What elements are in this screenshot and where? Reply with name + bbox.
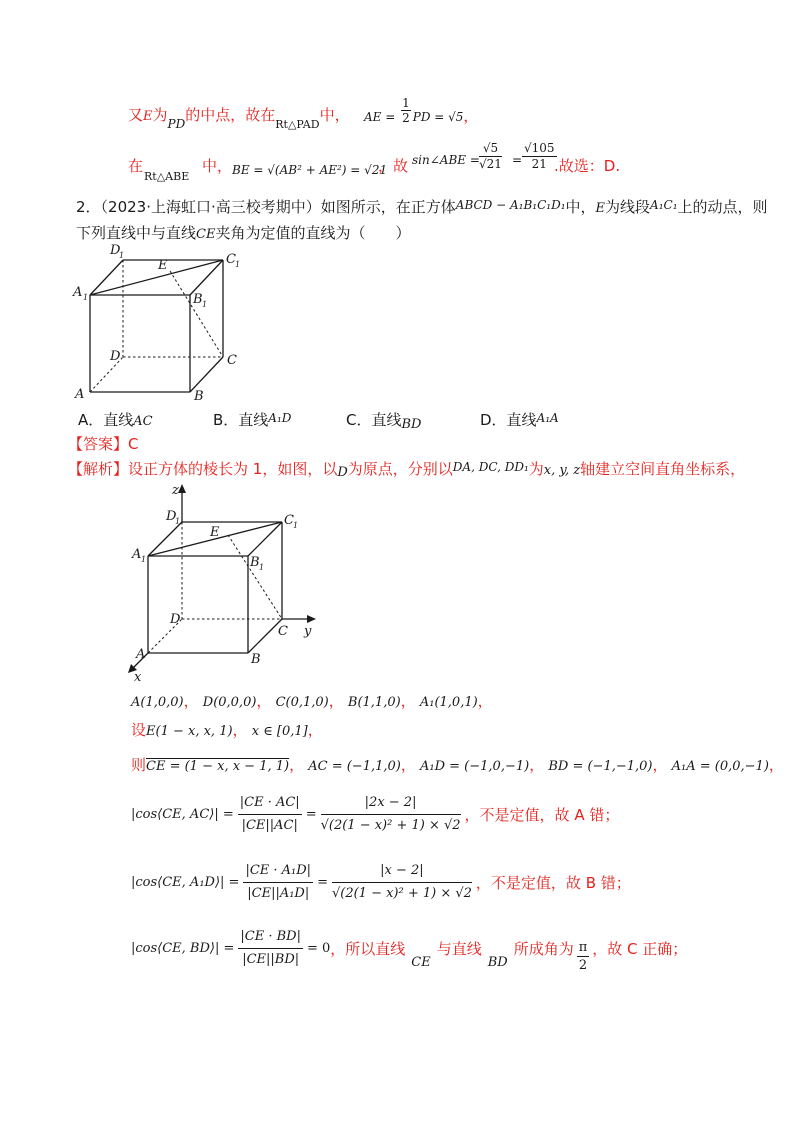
text: 上的动点，则 xyxy=(677,198,768,216)
edge-b1c1 xyxy=(248,522,282,556)
hidden-ec xyxy=(228,535,282,619)
option-math: AC xyxy=(133,414,153,429)
denominator: 21 xyxy=(531,157,547,171)
fraction-mid xyxy=(238,792,302,837)
fraction-half xyxy=(401,96,411,125)
label-d1: D xyxy=(110,243,121,258)
label-b1: B xyxy=(193,292,203,307)
edge-bc xyxy=(190,357,223,392)
denominator: √(2(1 − x)² + 1) × √2 xyxy=(320,817,461,833)
vector-ac: AC = (−1,1,0) xyxy=(308,759,401,774)
math-ce: CE xyxy=(196,227,216,242)
fraction-mid xyxy=(243,860,313,905)
text: 则 xyxy=(131,756,147,774)
vector-a1d: A₁D = (−1,0,−1) xyxy=(420,759,530,774)
math-e-point: E(1 − x, x, 1) xyxy=(146,724,233,739)
label-e: E xyxy=(158,258,168,273)
label-a: A xyxy=(136,647,146,662)
denominator: |CE||BD| xyxy=(242,951,300,967)
math-pd-eq: PD = √5 xyxy=(412,110,464,124)
label-a1: A xyxy=(73,285,83,300)
edge-bc xyxy=(248,619,282,653)
math-axes: DA, DC, DD₁ xyxy=(452,460,529,474)
math-seg: A₁C₁ xyxy=(650,198,678,212)
text: 为原点，分别以 xyxy=(347,460,453,478)
text: 为线段 xyxy=(605,198,651,216)
math-ae: AE = xyxy=(364,110,400,124)
text: 夹角为定值的直线为（ ） xyxy=(215,224,411,242)
formula-conclusion: ，故 C 正确； xyxy=(592,939,688,958)
subscript: 1 xyxy=(202,300,208,309)
math-range: x ∈ [0,1] xyxy=(251,724,308,739)
denominator: 2 xyxy=(578,957,588,973)
numerator: |x − 2| xyxy=(332,860,472,883)
separator: ， xyxy=(477,692,493,710)
math-triangle: Rt△PAD xyxy=(275,118,320,131)
text: ，所以直线 xyxy=(330,939,406,958)
label-d: D xyxy=(170,612,181,627)
point-b: B(1,1,0) xyxy=(347,695,401,710)
text: 下列直线中与直线 xyxy=(76,224,197,242)
text: ，故 xyxy=(378,157,409,175)
answer-tag: 【答案】 xyxy=(68,435,129,453)
equals-zero: = 0 xyxy=(306,940,331,956)
vector-ce: CE = (1 − x, x − 1, 1) xyxy=(146,759,290,774)
label-y: y xyxy=(304,624,312,639)
math-e: E xyxy=(595,201,606,216)
separator: ， xyxy=(400,756,416,774)
formula-lhs: |cos⟨CE, A₁D⟩| = xyxy=(131,874,240,890)
option-math: A₁D xyxy=(268,411,292,425)
formula-conclusion: ，不是定值，故 A 错； xyxy=(464,805,620,824)
denominator: √(2(1 − x)² + 1) × √2 xyxy=(331,885,472,901)
label-x: x xyxy=(134,670,142,683)
text: 中， xyxy=(565,198,596,216)
vector-a1a: A₁A = (0,0,−1) xyxy=(671,759,769,774)
question-line-1 xyxy=(76,196,768,217)
sin-lhs: sin∠ABE = xyxy=(412,153,480,167)
option-label: C．直线 xyxy=(346,411,402,429)
label-c: C xyxy=(278,624,288,639)
subscript: 1 xyxy=(175,517,181,526)
formula-lhs: |cos⟨CE, AC⟩| = xyxy=(131,806,234,822)
equals: = xyxy=(317,874,328,890)
option-c[interactable] xyxy=(346,409,421,430)
text: 设 xyxy=(131,721,147,739)
text: 如图所示，在正方体 xyxy=(320,198,456,216)
text: 与直线 xyxy=(436,939,482,958)
vector-bd: BD = (−1,−1,0) xyxy=(548,759,653,774)
edge-a1d1 xyxy=(148,522,182,556)
subscript: 1 xyxy=(119,251,125,260)
label-b: B xyxy=(194,389,204,404)
separator: ， xyxy=(768,756,784,774)
subscript: 1 xyxy=(83,293,89,302)
answer-value: C xyxy=(128,435,139,453)
text: 又 xyxy=(128,106,144,124)
math-e: E xyxy=(143,109,153,124)
text: 轴建立空间直角坐标系， xyxy=(580,460,746,478)
label-c1: C xyxy=(226,252,236,267)
equals: = xyxy=(305,806,317,822)
math-cube: ABCD − A₁B₁C₁D₁ xyxy=(455,198,566,212)
ae-equation xyxy=(364,96,478,125)
edge-b1c1 xyxy=(190,260,223,295)
separator: ， xyxy=(183,692,199,710)
z-arrow-icon xyxy=(178,484,186,493)
point-d: D(0,0,0) xyxy=(202,695,257,710)
equals: = xyxy=(512,153,523,167)
label-d: D xyxy=(110,349,121,364)
numerator: |CE · BD| xyxy=(238,926,303,949)
formula-lhs: |cos⟨CE, BD⟩| = xyxy=(131,940,235,956)
math-bd: BD xyxy=(487,954,508,970)
formula-ac xyxy=(131,784,619,844)
option-math: A₁A xyxy=(536,411,559,425)
analysis-tag: 【解析】 xyxy=(68,460,129,478)
question-number: 2． xyxy=(76,198,101,216)
text: 的中点，故在 xyxy=(185,106,276,124)
text: 设正方体的棱长为 1，如图，以 xyxy=(128,460,338,478)
text: 在 xyxy=(128,157,144,175)
fraction-sqrt5 xyxy=(479,141,502,172)
separator: ， xyxy=(400,692,416,710)
option-label: A．直线 xyxy=(78,411,134,429)
numerator: |2x − 2| xyxy=(321,792,461,815)
question-source: （2023·上海虹口·高三校考期中） xyxy=(100,198,321,216)
numerator: π xyxy=(578,939,588,955)
formula-bd xyxy=(131,920,687,976)
point-a1: A₁(1,0,1) xyxy=(419,695,478,710)
option-math: BD xyxy=(401,417,422,432)
math-triangle-abe: Rt△ABE xyxy=(144,170,190,183)
separator: ， xyxy=(289,756,305,774)
label-e: E xyxy=(210,525,220,540)
fraction-sqrt105 xyxy=(522,141,557,172)
numerator: √105 xyxy=(524,141,555,155)
set-e-line xyxy=(131,719,323,740)
option-d[interactable] xyxy=(480,409,559,430)
label-a: A xyxy=(75,387,85,402)
subscript: 1 xyxy=(141,555,147,564)
separator: ， xyxy=(328,692,344,710)
text: .故选：D. xyxy=(554,157,621,175)
edge-a1d1 xyxy=(90,260,123,295)
option-label: D．直线 xyxy=(480,411,537,429)
subscript: 1 xyxy=(293,521,299,530)
math-pd: PD xyxy=(167,117,186,131)
option-label: B．直线 xyxy=(213,411,269,429)
y-arrow-icon xyxy=(307,615,316,623)
text: 为 xyxy=(528,460,544,478)
subscript: 1 xyxy=(259,563,265,572)
cube-figure-2 xyxy=(120,478,320,683)
vectors-line xyxy=(131,754,784,775)
separator: ， xyxy=(652,756,668,774)
label-d1: D xyxy=(166,509,177,524)
text: ， xyxy=(463,107,479,125)
fraction-pi xyxy=(577,939,590,974)
subscript: 1 xyxy=(235,260,241,269)
numerator: √5 xyxy=(479,141,502,157)
numerator: 1 xyxy=(402,96,410,110)
denominator: |CE||AC| xyxy=(241,817,298,833)
solution-line-1 xyxy=(128,104,350,131)
math-xyz: x, y, z xyxy=(543,463,581,478)
math-d: D xyxy=(337,465,348,480)
label-b1: B xyxy=(250,555,260,570)
numerator: |CE · AC| xyxy=(238,792,302,815)
label-c1: C xyxy=(284,513,294,528)
math-ce: CE xyxy=(411,954,431,970)
option-b[interactable] xyxy=(213,409,291,430)
denominator: |CE||A₁D| xyxy=(247,885,310,901)
text: 为 xyxy=(152,106,168,124)
denominator: 2 xyxy=(402,111,410,125)
cube-figure-1 xyxy=(70,240,260,405)
point-a: A(1,0,0) xyxy=(131,695,184,710)
analysis-line xyxy=(68,458,745,479)
fraction-mid xyxy=(238,926,303,971)
separator: ， xyxy=(529,756,545,774)
coordinates-line xyxy=(131,690,493,711)
label-b: B xyxy=(251,652,261,667)
diag-a1c1 xyxy=(90,260,223,295)
be-equation: BE = √(AB² + AE²) = √21 xyxy=(232,163,388,177)
label-c: C xyxy=(227,353,237,368)
solution-line-2 xyxy=(128,155,143,176)
text: 所成角为 xyxy=(513,939,574,958)
formula-conclusion: ，不是定值，故 B 错； xyxy=(475,873,631,892)
denominator: √21 xyxy=(479,157,502,171)
separator: ， xyxy=(256,692,272,710)
separator: ， xyxy=(307,721,323,739)
formula-a1d xyxy=(131,852,631,912)
fraction-result xyxy=(321,792,461,837)
label-z: z xyxy=(172,483,179,498)
point-c: C(0,1,0) xyxy=(275,695,329,710)
numerator: |CE · A₁D| xyxy=(243,860,313,883)
answer-line xyxy=(68,433,139,454)
fraction-result xyxy=(332,860,472,905)
hidden-ec xyxy=(170,271,223,357)
text: 中， xyxy=(202,157,233,175)
text: 中， xyxy=(319,106,350,124)
option-a[interactable] xyxy=(78,409,153,430)
label-a1: A xyxy=(132,547,142,562)
separator: ， xyxy=(232,721,248,739)
